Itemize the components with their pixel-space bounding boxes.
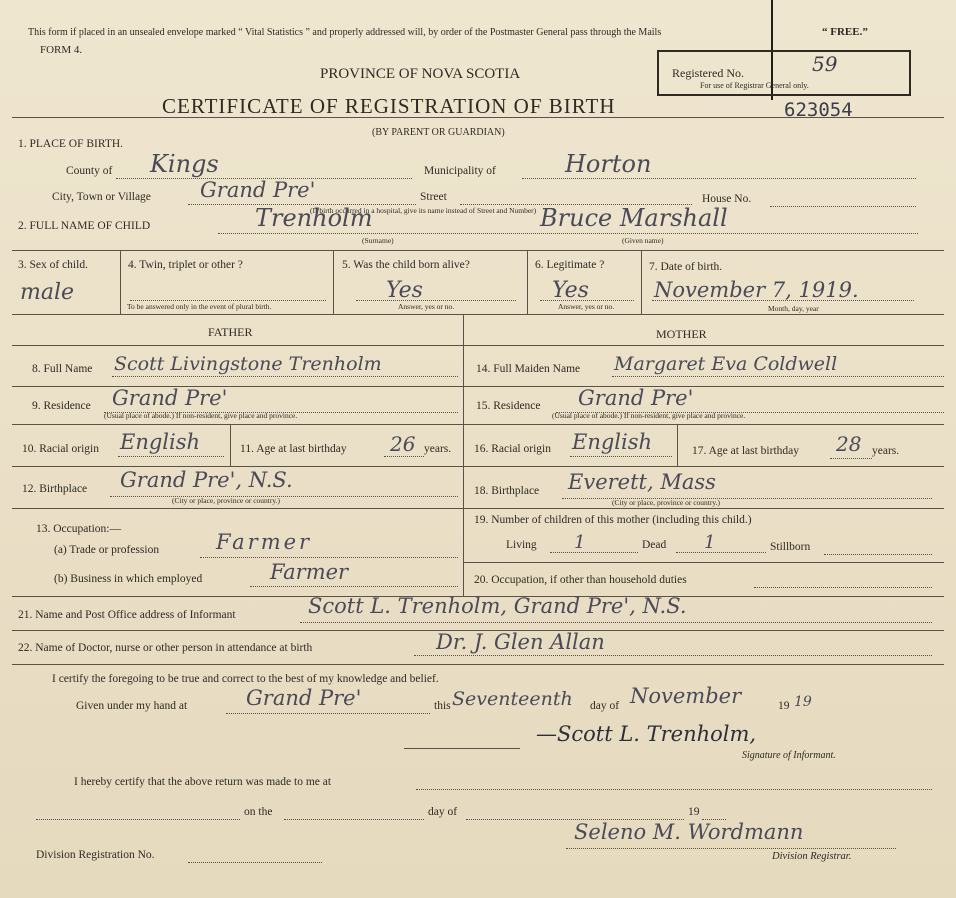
house-label: House No. (702, 193, 752, 205)
header-rule (12, 117, 944, 118)
alive-caption: Answer, yes or no. (398, 302, 455, 311)
given-under-label: Given under my hand at (76, 700, 188, 712)
registrar-statement: I hereby certify that the above return was made to me at (74, 776, 332, 788)
place-section-label: 1. PLACE OF BIRTH. (18, 138, 124, 150)
street-label: Street (420, 191, 447, 203)
province-title: PROVINCE OF NOVA SCOTIA (320, 66, 521, 82)
child-surname-value: Trenholm (255, 204, 373, 232)
registrar-year-prefix: 19 (688, 806, 700, 818)
twin-note: To be answered only in the event of plural birth. (127, 302, 272, 311)
registered-value: 59 (812, 52, 838, 76)
surname-caption: (Surname) (362, 236, 394, 245)
doctor-label: 22. Name of Doctor, nurse or other person in attendance at birth (18, 642, 313, 654)
year-value: 19 (794, 694, 812, 710)
doctor-value: Dr. J. Glen Allan (436, 630, 605, 654)
mother-residence-caption: (Usual place of abode.) If non-resident, give place and province. (552, 411, 746, 420)
informant-signature-caption: Signature of Informant. (742, 750, 836, 761)
year-prefix: 19 (778, 700, 790, 712)
given-place-value: Grand Pre' (246, 686, 362, 710)
father-age-value: 26 (390, 432, 416, 456)
stillborn-label: Stillborn (770, 541, 811, 553)
father-name-label: 8. Full Name (32, 363, 93, 375)
registrar-signature-caption: Division Registrar. (772, 851, 852, 862)
mother-birthplace-caption: (City or place, province or country.) (612, 498, 721, 507)
mother-birthplace-value: Everett, Mass (568, 470, 716, 494)
given-caption: (Given name) (622, 236, 664, 245)
father-racial-value: English (120, 430, 201, 454)
legit-label: 6. Legitimate ? (535, 259, 605, 271)
child-given-value: Bruce Marshall (540, 204, 728, 232)
form-number: FORM 4. (40, 44, 83, 56)
trade-label: (a) Trade or profession (54, 544, 160, 556)
mother-occupation-label: 20. Occupation, if other than household duties (474, 574, 687, 586)
sex-label: 3. Sex of child. (18, 259, 88, 271)
registered-label: Registered No. (672, 66, 744, 80)
legit-value: Yes (552, 278, 589, 303)
legit-caption: Answer, yes or no. (558, 302, 615, 311)
city-label: City, Town or Village (52, 191, 151, 203)
father-age-label: 11. Age at last birthday (240, 443, 347, 455)
father-heading: FATHER (208, 325, 253, 339)
father-birthplace-label: 12. Birthplace (22, 483, 88, 495)
municipality-value: Horton (565, 150, 652, 178)
dead-value: 1 (704, 532, 716, 553)
mother-age-label: 17. Age at last birthday (692, 445, 799, 457)
mother-name-label: 14. Full Maiden Name (476, 363, 581, 375)
mother-racial-label: 16. Racial origin (474, 443, 551, 455)
trade-value: Farmer (216, 530, 313, 554)
informant-value: Scott L. Trenholm, Grand Pre', N.S. (308, 594, 687, 618)
mother-children-label: 19. Number of children of this mother (including this child.) (474, 514, 752, 526)
month-value: November (630, 684, 742, 708)
date-caption: Month, day, year (768, 304, 819, 313)
day-value: Seventeenth (452, 688, 573, 710)
father-residence-label: 9. Residence (32, 400, 91, 412)
alive-label: 5. Was the child born alive? (342, 259, 470, 271)
registrar-day-of-label: day of (428, 806, 458, 818)
father-years-label: years. (424, 443, 452, 455)
father-residence-value: Grand Pre' (112, 386, 228, 410)
business-label: (b) Business in which employed (54, 573, 203, 585)
father-birthplace-caption: (City or place, province or country.) (172, 496, 281, 505)
hospital-note: (If birth occurred in a hospital, give its name instead of Street and Number) (310, 206, 537, 215)
child-name-label: 2. FULL NAME OF CHILD (18, 220, 151, 232)
informant-label: 21. Name and Post Office address of Informant (18, 609, 236, 621)
alive-value: Yes (386, 278, 423, 303)
twin-label: 4. Twin, triplet or other ? (128, 259, 243, 271)
municipality-label: Municipality of (424, 165, 496, 177)
stamp-number: 623054 (784, 99, 853, 121)
registrar-signature: Seleno M. Wordmann (574, 820, 804, 844)
mother-birthplace-label: 18. Birthplace (474, 485, 540, 497)
date-value: November 7, 1919. (654, 278, 859, 302)
postal-notice: This form if placed in an unsealed envelope marked “ Vital Statistics ” and properly addressed will, by order of the Postmaster General pass through the Mails (28, 27, 662, 38)
sex-value: male (20, 280, 75, 305)
living-value: 1 (574, 532, 586, 553)
on-the-label: on the (244, 806, 273, 818)
date-label: 7. Date of birth. (649, 261, 723, 273)
mother-name-value: Margaret Eva Coldwell (614, 353, 838, 375)
living-label: Living (506, 539, 537, 551)
father-racial-label: 10. Racial origin (22, 443, 99, 455)
father-occupation-label: 13. Occupation:— (36, 523, 121, 535)
county-value: Kings (150, 150, 219, 178)
free-label: “ FREE.” (822, 26, 868, 38)
day-of-label: day of (590, 700, 620, 712)
center-divider (463, 314, 464, 596)
mother-years-label: years. (872, 445, 900, 457)
this-label: this (434, 700, 451, 712)
page-subtitle: (BY PARENT OR GUARDIAN) (372, 127, 505, 138)
city-value: Grand Pre' (200, 178, 316, 202)
county-label: County of (66, 165, 113, 177)
registered-note: For use of Registrar General only. (700, 81, 809, 90)
page-title: CERTIFICATE OF REGISTRATION OF BIRTH (162, 94, 616, 118)
mother-racial-value: English (572, 430, 653, 454)
division-registration-label: Division Registration No. (36, 849, 155, 861)
father-birthplace-value: Grand Pre', N.S. (120, 468, 293, 492)
certify-statement: I certify the foregoing to be true and correct to the best of my knowledge and belief. (52, 673, 439, 685)
mother-residence-value: Grand Pre' (578, 386, 694, 410)
father-residence-caption: (Usual place of abode.) If non-resident, give place and province. (104, 411, 298, 420)
dead-label: Dead (642, 539, 667, 551)
mother-age-value: 28 (836, 432, 862, 456)
mother-heading: MOTHER (656, 327, 707, 341)
mother-residence-label: 15. Residence (476, 400, 541, 412)
father-name-value: Scott Livingstone Trenholm (114, 353, 382, 375)
informant-signature: —Scott L. Trenholm, (536, 722, 757, 746)
business-value: Farmer (270, 560, 349, 584)
